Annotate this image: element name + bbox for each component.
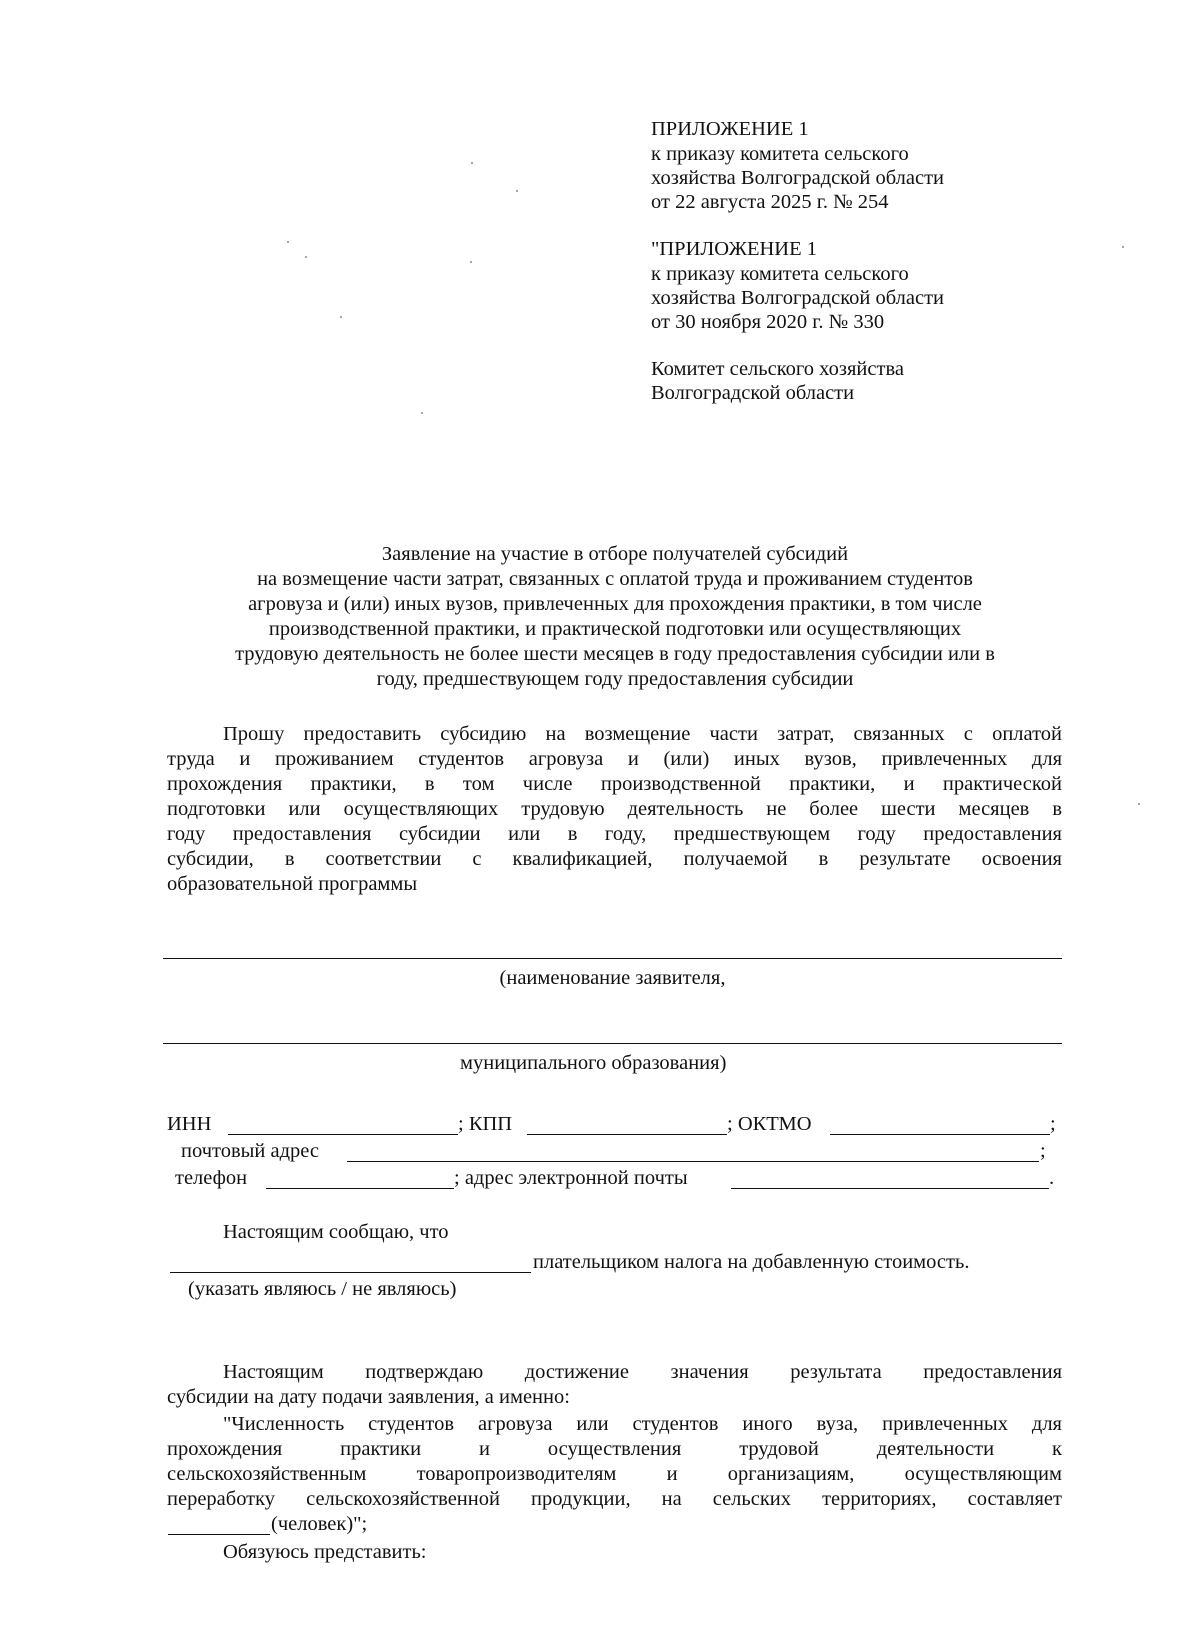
email-label: ; адрес электронной почты xyxy=(454,1167,688,1189)
title-line: трудовую деятельность не более шести месяцев в году предоставления субсидии или в xyxy=(235,643,995,665)
phone-field[interactable] xyxy=(266,1188,454,1189)
municipality-field[interactable] xyxy=(163,1043,1062,1044)
postal-address-semicolon: ; xyxy=(1040,1140,1046,1162)
kpp-label: ; КПП xyxy=(458,1113,513,1135)
student-count-field[interactable] xyxy=(168,1534,270,1535)
scan-speck xyxy=(1138,803,1140,805)
confirmation-line: "Численность студентов агровуза или студентов иного вуза, привлеченных для xyxy=(223,1413,1062,1435)
municipality-caption: муниципального образования) xyxy=(460,1052,727,1074)
scan-speck xyxy=(1122,246,1124,248)
email-period: . xyxy=(1049,1167,1055,1189)
quoted-appendix-line: к приказу комитета сельского xyxy=(651,263,909,285)
applicant-name-field[interactable] xyxy=(163,958,1062,959)
request-line: подготовки или осуществляющих трудовую деятельность не более шести месяцев в xyxy=(167,798,1062,820)
confirmation-line: Настоящим подтверждаю достижение значения результата предоставления xyxy=(223,1361,1062,1383)
scan-speck xyxy=(470,261,472,263)
postal-address-label: почтовый адрес xyxy=(181,1140,319,1162)
vat-statement: плательщиком налога на добавленную стоимость. xyxy=(533,1251,970,1273)
inn-field[interactable] xyxy=(228,1134,458,1135)
kpp-field[interactable] xyxy=(527,1134,727,1135)
appendix-line: от 22 августа 2025 г. № 254 xyxy=(651,191,889,213)
scan-speck xyxy=(421,412,423,414)
confirmation-line: сельскохозяйственным товаропроизводителям и организациям, осуществляющим xyxy=(167,1463,1062,1485)
student-count-suffix: (человек)"; xyxy=(271,1513,368,1535)
confirmation-line: прохождения практики и осуществления трудовой деятельности к xyxy=(167,1438,1062,1460)
applicant-name-caption: (наименование заявителя, xyxy=(499,967,726,989)
appendix-line: к приказу комитета сельского xyxy=(651,143,909,165)
title-line: агровуза и (или) иных вузов, привлеченных для прохождения практики, в том числе xyxy=(248,593,982,615)
request-line: труда и проживанием студентов агровуза и (или) иных вузов, привлеченных для xyxy=(167,748,1062,770)
title-line: Заявление на участие в отборе получателей субсидий xyxy=(381,543,849,565)
title-line: на возмещение части затрат, связанных с оплатой труда и проживанием студентов xyxy=(257,568,973,590)
scan-speck xyxy=(471,162,473,164)
oktmo-label: ; ОКТМО xyxy=(727,1113,812,1135)
postal-address-field[interactable] xyxy=(347,1161,1039,1162)
vat-intro: Настоящим сообщаю, что xyxy=(223,1221,449,1243)
request-line: прохождения практики, в том числе производственной практики, и практической xyxy=(167,773,1062,795)
quoted-appendix-title: "ПРИЛОЖЕНИЕ 1 xyxy=(651,238,817,260)
appendix-line: хозяйства Волгоградской области xyxy=(651,167,945,189)
phone-label: телефон xyxy=(175,1167,248,1189)
scan-speck xyxy=(340,316,342,318)
request-line: субсидии, в соответствии с квалификацией, получаемой в результате освоения xyxy=(167,848,1062,870)
scan-speck xyxy=(305,256,307,258)
requisites-semicolon: ; xyxy=(1050,1113,1056,1135)
addressee-line: Комитет сельского хозяйства xyxy=(651,358,904,380)
vat-status-field[interactable] xyxy=(170,1272,531,1273)
confirmation-line: субсидии на дату подачи заявления, а именно: xyxy=(167,1386,570,1408)
email-field[interactable] xyxy=(731,1188,1049,1189)
quoted-appendix-line: от 30 ноября 2020 г. № 330 xyxy=(651,311,885,333)
inn-label: ИНН xyxy=(167,1113,212,1135)
oktmo-field[interactable] xyxy=(830,1134,1050,1135)
scan-speck xyxy=(287,241,289,243)
addressee-line: Волгоградской области xyxy=(651,382,855,404)
request-line: году предоставления субсидии или в году, предшествующем году предоставления xyxy=(167,823,1062,845)
obligation-line: Обязуюсь представить: xyxy=(223,1541,427,1563)
request-line: Прошу предоставить субсидию на возмещение части затрат, связанных с оплатой xyxy=(223,723,1062,745)
scan-speck xyxy=(516,190,518,192)
title-line: году, предшествующем году предоставления субсидии xyxy=(376,668,854,690)
quoted-appendix-line: хозяйства Волгоградской области xyxy=(651,287,945,309)
appendix-title: ПРИЛОЖЕНИЕ 1 xyxy=(651,118,809,140)
request-line: образовательной программы xyxy=(167,873,418,895)
confirmation-line: переработку сельскохозяйственной продукции, на сельских территориях, составляет xyxy=(167,1488,1062,1510)
title-line: производственной практики, и практической подготовки или осуществляющих xyxy=(268,618,962,640)
vat-caption: (указать являюсь / не являюсь) xyxy=(188,1278,457,1300)
